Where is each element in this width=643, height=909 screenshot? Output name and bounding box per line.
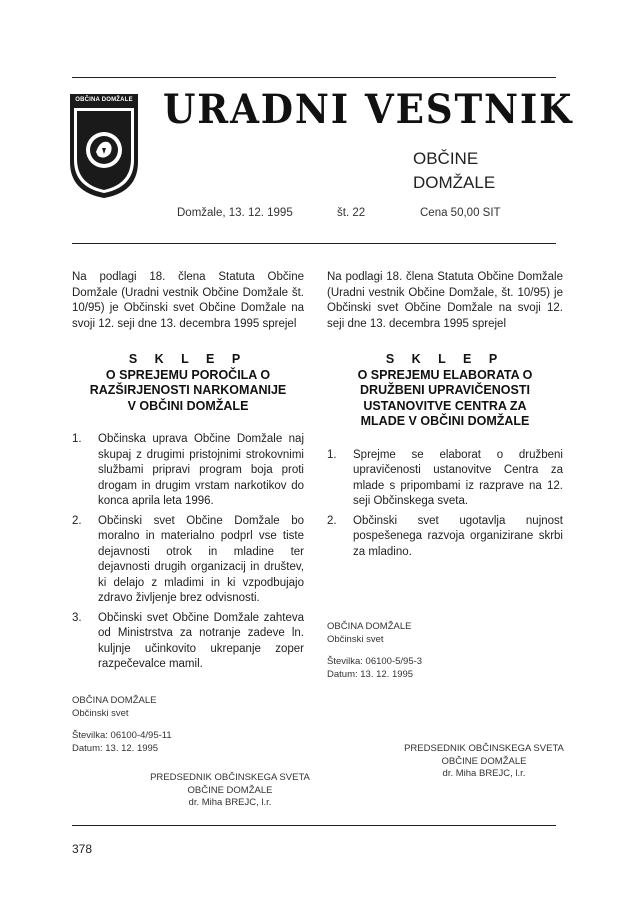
item-number: 2. [327, 514, 337, 527]
item-text: Občinska uprava Občine Domžale naj skupaj z drugimi pristojnimi strokovnimi službami pripravi program boja proti drogam in drugim vrstam narkotikov do konca aprila leta 1996. [98, 433, 304, 507]
item-text: Občinski svet Občine Domžale zahteva od Ministrstva za notranje zadeve ln. kuljnje učinkovito ukrepanje zoper razpečevalce mamil. [98, 611, 304, 670]
left-column [72, 270, 304, 677]
right-title-line-1: S K L E P [385, 352, 505, 366]
left-sig-body: Občinski svet [72, 708, 129, 719]
left-sig-org: OBČINA DOMŽALE [72, 695, 157, 706]
right-column [327, 270, 563, 564]
item-number: 1. [72, 433, 82, 445]
top-rule [72, 77, 556, 78]
emblem-label: OBČINA DOMŽALE [75, 97, 133, 103]
publication-title: URADNI VESTNIK [163, 86, 574, 133]
list-item [327, 514, 563, 561]
right-decision-title [327, 352, 563, 430]
right-signature-block [327, 620, 527, 681]
item-text: Občinski svet Občine Domžale bo moralno in materialno podprl vse tiste dejavnosti otrok in mladine ter dejavnosti drugih organizacij in društev, ki delajo z mladimi in ki vzpodbujajo zdravo življenje brez odvisnosti. [98, 514, 304, 604]
municipality-line-2: DOMŽALE [413, 173, 496, 192]
place-date: Domžale, 13. 12. 1995 [177, 207, 293, 219]
right-title-line-2: O SPREJEMU ELABORATA O [357, 367, 533, 382]
left-title-line-1: S K L E P [128, 352, 248, 366]
list-item [72, 514, 304, 607]
right-title-line-5: MLADE V OBČINI DOMŽALE [360, 414, 530, 428]
right-president-title-2: OBČINE DOMŽALE [441, 755, 527, 767]
left-signature-block [72, 694, 272, 755]
right-sig-date: Datum: 13. 12. 1995 [327, 669, 414, 680]
item-number: 1. [327, 448, 337, 461]
right-sig-body: Občinski svet [327, 634, 384, 645]
header-bottom-rule [72, 243, 556, 244]
left-decision-title [72, 352, 304, 414]
left-title-line-3: RAZŠIRJENOSTI NARKOMANIJE [89, 383, 287, 397]
page-number: 378 [72, 842, 93, 856]
right-sig-org: OBČINA DOMŽALE [327, 621, 412, 632]
item-text: Občinski svet ugotavlja nujnost pospešenega razvoja organizirane skrbi za mladino. [353, 514, 563, 558]
left-title-line-4: V OBČINI DOMŽALE [127, 398, 249, 413]
right-title-line-4: USTANOVITVE CENTRA ZA [363, 398, 527, 413]
left-president-signature [130, 772, 330, 810]
left-items-list [72, 432, 304, 673]
left-president-name: dr. Miha BREJC, l.r. [188, 797, 272, 808]
list-item [72, 611, 304, 673]
left-president-title-1: PREDSEDNIK OBČINSKEGA SVETA [150, 772, 310, 783]
municipality-emblem [68, 92, 140, 200]
list-item [327, 448, 563, 510]
right-president-name: dr. Miha BREJC, l.r. [442, 768, 526, 779]
right-title-line-3: DRUŽBENI UPRAVIČENOSTI [360, 383, 530, 397]
municipality-line-1: OBČINE [413, 149, 479, 168]
item-number: 2. [72, 514, 82, 527]
left-president-title-2: OBČINE DOMŽALE [187, 784, 273, 796]
left-sig-date: Datum: 13. 12. 1995 [72, 743, 159, 754]
issue-number: št. 22 [337, 207, 366, 219]
right-president-signature [384, 743, 584, 781]
footer-rule [72, 825, 556, 826]
right-sig-number: Številka: 06100-5/95-3 [327, 656, 423, 667]
left-intro: Na podlagi 18. člena Statuta Občine Domžale (Uradni vestnik Občine Domžale št. 10/95) je Občinski svet Občine Domžale na svoji 12. seji dne 13. decembra 1995 sprejel [72, 271, 304, 330]
price: Cena 50,00 SIT [420, 207, 501, 219]
left-title-line-2: O SPREJEMU POROČILA O [105, 367, 271, 382]
item-number: 3. [72, 611, 82, 624]
left-sig-number: Številka: 06100-4/95-11 [72, 730, 172, 741]
right-president-title-1: PREDSEDNIK OBČINSKEGA SVETA [404, 743, 564, 754]
list-item [72, 432, 304, 510]
right-items-list [327, 448, 563, 561]
right-intro: Na podlagi 18. člena Statuta Občine Domžale (Uradni vestnik Občine Domžale, št. 10/95) je Občinski svet Občine Domžale na svoji 12. seji dne 13. decembra 1995 sprejel [327, 271, 563, 330]
item-text: Sprejme se elaborat o družbeni upravičenosti ustanovitve Centra za mlade s pripombami iz razprave na 12. seji Občinskega sveta. [353, 448, 563, 507]
